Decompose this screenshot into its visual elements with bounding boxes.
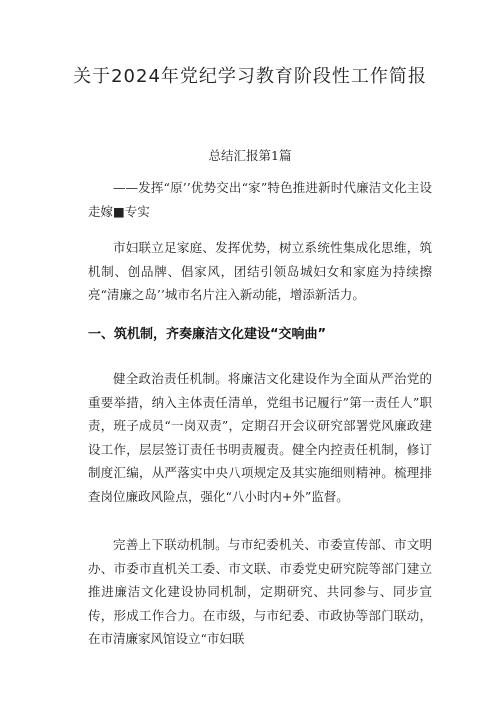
section1-paragraph-1: 健全政治责任机制。将廉洁文化建设作为全面从严治党的重要举措，纳入主体责任清单，党组书记履行”第一责任人”职责，班子成员“一岗双责”，定期召开会议研究部署党风廉政建设工作，层层签订责任书明责履责。健全内控责任机制，修订制度汇编，从严落实中央八项规定及其实施细则精神。梳理排查岗位廉政风险点，强化“八小时内+外”监督。 [88,371,432,504]
section-heading-1: 一、筑机制，齐奏廉洁文化建设“交响曲” [88,327,327,342]
section1-paragraph-2: 完善上下联动机制。与市纪委机关、市委宣传部、市文明办、市委市直机关工委、市文联、市委党史研究院等部门建立推进廉洁文化建设协同机制，定期研究、共同参与、同步宣传，形成工作合力。在市级，与市纪委、市政协等部门联动，在市清廉家风馆设立“市妇联 [88,537,432,646]
section-label: 总结汇报第1篇 [208,148,292,163]
document-title: 关于2024年党纪学习教育阶段性工作简报 [73,66,427,87]
intro-line: ——发挥“原’’优势交出“家”特色推进新时代廉洁文化主设走嫁■专实 [88,180,432,219]
intro-paragraph: 市妇联立足家庭、发挥优势，树立系统性集成化思维，筑机制、创品牌、倡家风，团结引领岛城妇女和家庭为持续擦亮“清廉之岛’’城市名片注入新动能，增添新活力。 [88,240,432,302]
